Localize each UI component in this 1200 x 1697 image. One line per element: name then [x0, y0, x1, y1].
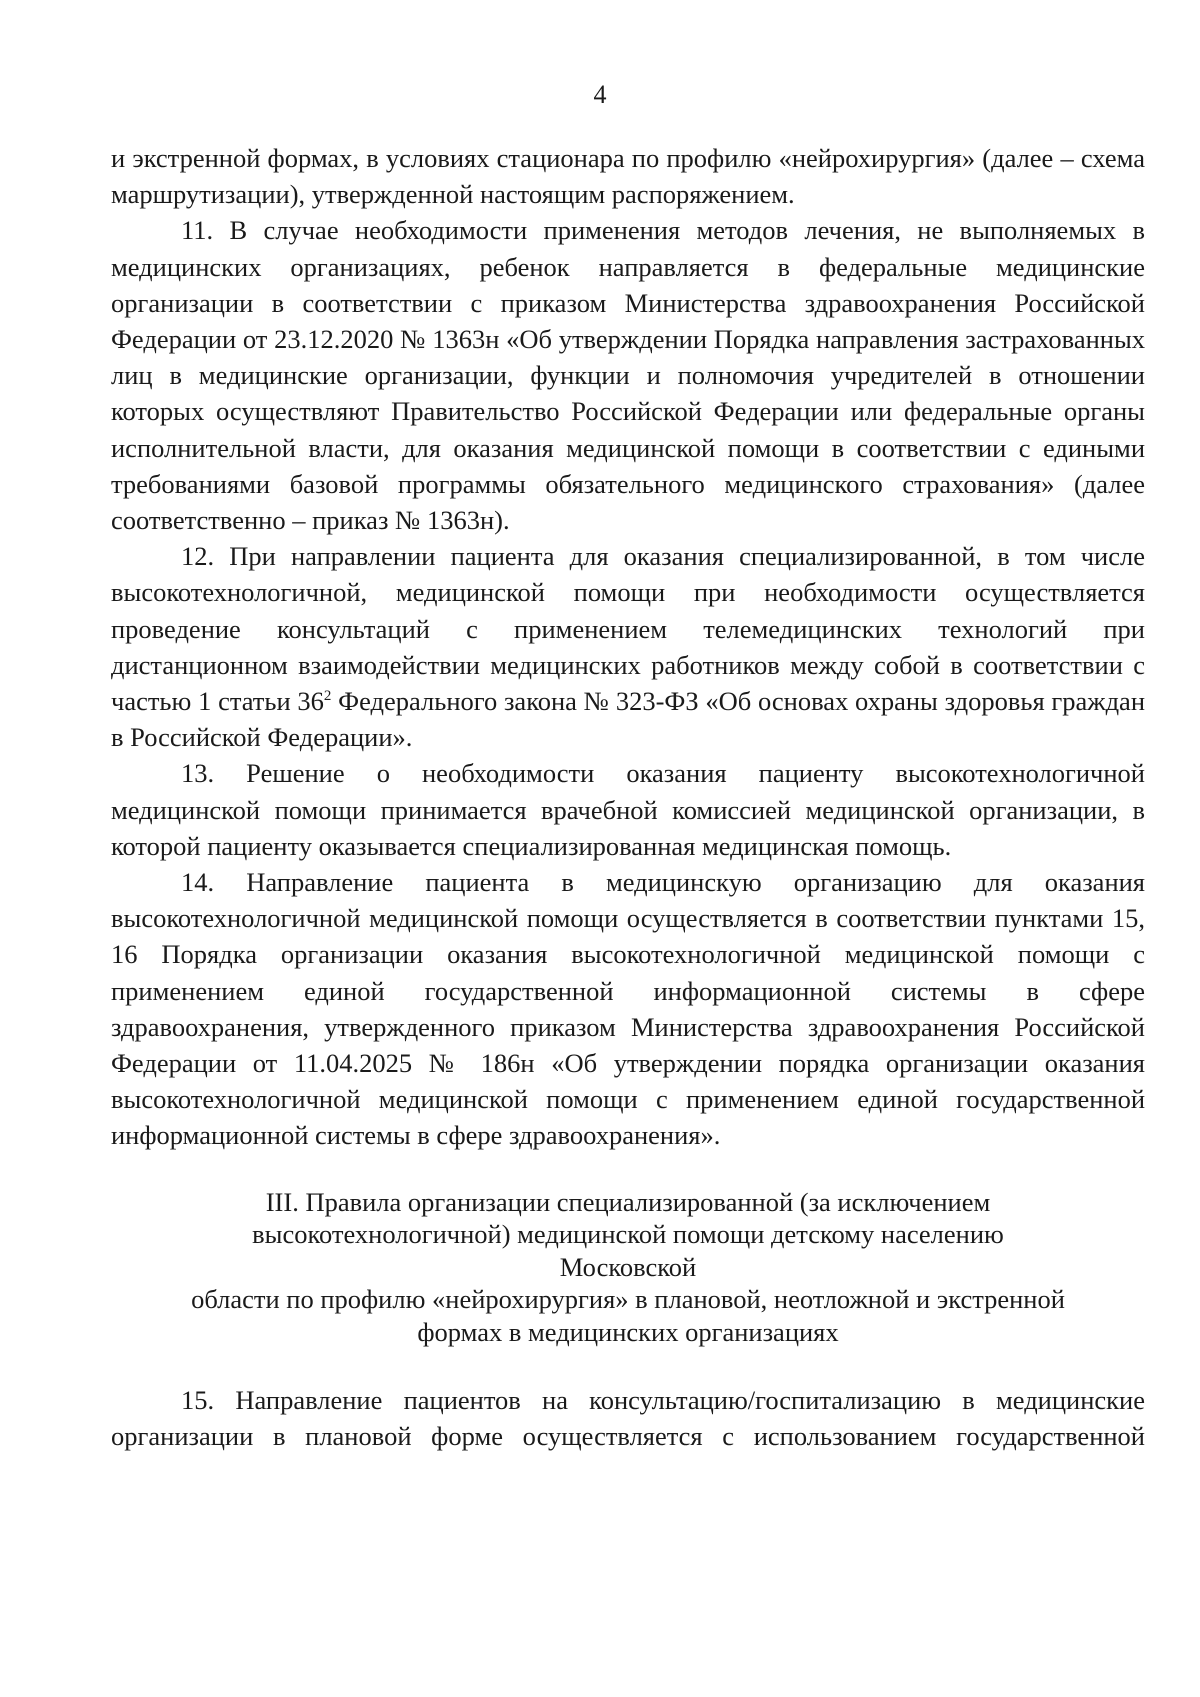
- paragraph-15: 15. Направление пациентов на консультацию/госпитализацию в медицинские организации в плановой форме осуществляется с использованием государственной: [111, 1385, 1145, 1452]
- paragraph-12: [111, 538, 1145, 755]
- section-heading-line: высокотехнологичной) медицинской помощи детскому населению Московской: [252, 1219, 1004, 1282]
- page-number: 4: [593, 80, 607, 109]
- paragraph-11: 11. В случае необходимости применения методов лечения, не выполняемых в медицинских организациях, ребенок направляется в федеральные медицинские организации в соответствии с приказом Министерства здравоохранения Российской Федерации от 23.12.2020 № 1363н «Об утверждении Порядка направления застрахованных лиц в медицинские организации, функции и полномочия учредителей в отношении которых осуществляют Правительство Российской Федерации или федеральные органы исполнительной власти, для оказания медицинской помощи в соответствии с едиными требованиями базовой программы обязательного медицинского страхования» (далее соответственно – приказ № 1363н).: [111, 215, 1145, 536]
- paragraph-14: 14. Направление пациента в медицинскую организацию для оказания высокотехнологичной медицинской помощи осуществляется в соответствии пунктами 15, 16 Порядка организации оказания высокотехнологичной медицинской помощи с применением единой государственной информационной системы в сфере здравоохранения, утвержденного приказом Министерства здравоохранения Российской Федерации от 11.04.2025 № 186н «Об утверждении порядка организации оказания высокотехнологичной медицинской помощи с применением единой государственной информационной системы в сфере здравоохранения».: [111, 867, 1145, 1151]
- paragraph-13: 13. Решение о необходимости оказания пациенту высокотехнологичной медицинской помощи принимается врачебной комиссией медицинской организации, в которой пациенту оказывается специализированная медицинская помощь.: [111, 758, 1145, 861]
- paragraph-continuation: и экстренной формах, в условиях стационара по профилю «нейрохирургия» (далее – схема маршрутизации), утвержденной настоящим распоряжением.: [111, 143, 1145, 210]
- paragraph-12-text-part2: Федерального закона № 323-ФЗ «Об основах охраны здоровья граждан в Российской Федерации».: [111, 686, 1145, 753]
- section-heading-line: III. Правила организации специализированной (за исключением: [265, 1186, 991, 1217]
- paragraph-12-text-part1: 12. При направлении пациента для оказания специализированной, в том числе высокотехнологичной, медицинской помощи при необходимости осуществляется проведение консультаций с применением телемедицинских технологий при дистанционном взаимодействии медицинских работников между собой в соответствии с частью 1 статьи 36: [111, 541, 1145, 717]
- section-heading-line: формах в медицинских организациях: [417, 1316, 839, 1347]
- section-heading-line: области по профилю «нейрохирургия» в плановой, неотложной и экстренной: [191, 1284, 1065, 1315]
- superscript-2: 2: [323, 688, 332, 705]
- section-heading: [111, 1186, 1145, 1349]
- document-body: [111, 140, 1145, 1455]
